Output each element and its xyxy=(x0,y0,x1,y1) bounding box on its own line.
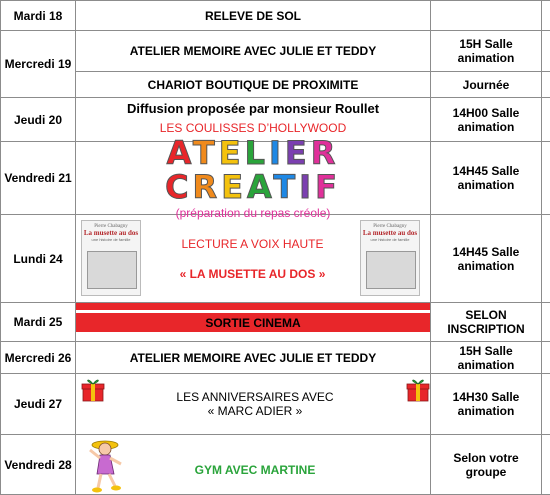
title-letter: R xyxy=(310,134,340,172)
activity-line: « MARC ADIER » xyxy=(207,404,303,418)
title-letter: I xyxy=(268,134,285,172)
info-cell: Selon votre groupe xyxy=(453,450,519,479)
title-letter: T xyxy=(273,168,300,206)
title-letter: C xyxy=(165,168,193,206)
activity-cell: ATELIER MEMOIRE AVEC JULIE ET TEDDY xyxy=(129,44,377,58)
book-photo xyxy=(366,251,416,289)
day-cell: Jeudi 27 xyxy=(13,397,63,411)
day-cell: Mercredi 26 xyxy=(4,350,72,365)
info-cell: 14H45 Salle animation xyxy=(452,164,520,192)
info-cell: 14H45 Salle animation xyxy=(452,244,520,273)
info-cell: 15H Salle animation xyxy=(457,37,515,65)
activity-cell: RELEVE DE SOL xyxy=(204,8,302,23)
activity-line: LES ANNIVERSAIRES AVEC xyxy=(176,390,334,404)
activity-cell xyxy=(76,134,430,220)
activity-cell: GYM AVEC MARTINE xyxy=(194,463,316,477)
book-subtitle: une histoire de famille xyxy=(370,237,410,242)
day-cell: Mardi 25 xyxy=(13,315,63,329)
red-band xyxy=(76,303,430,310)
book-cover-left xyxy=(81,220,141,296)
title-letter: L xyxy=(244,134,269,172)
activity-line: « LA MUSETTE AU DOS » xyxy=(179,266,326,281)
title-letter: A xyxy=(166,134,193,172)
activity-line: Diffusion proposée par monsieur Roullet xyxy=(126,100,380,116)
title-letter: T xyxy=(192,134,219,172)
atelier-creatif-title xyxy=(76,136,430,204)
title-letter: I xyxy=(299,168,316,206)
title-letter: E xyxy=(221,168,248,206)
activity-subtitle: (préparation du repas créole) xyxy=(175,206,331,220)
title-letter: E xyxy=(284,134,311,172)
book-title: La musette au dos xyxy=(362,229,418,237)
info-cell: 15H Salle animation xyxy=(457,343,515,372)
info-cell: SELON INSCRIPTION xyxy=(447,308,525,336)
activity-cell xyxy=(150,215,355,302)
title-letter: R xyxy=(192,168,222,206)
info-cell: 14H30 Salle animation xyxy=(452,390,520,418)
title-letter: E xyxy=(218,134,245,172)
gift-icon xyxy=(405,376,431,402)
day-cell: Vendredi 21 xyxy=(4,171,72,185)
title-letter: F xyxy=(315,168,341,206)
book-author: Pierre Chabagny xyxy=(94,224,128,229)
activity-cell xyxy=(110,374,400,434)
book-subtitle: une histoire de famille xyxy=(91,237,131,242)
activity-cell: CHARIOT BOUTIQUE DE PROXIMITE xyxy=(147,77,359,92)
day-cell: Mardi 18 xyxy=(13,8,63,23)
book-title: La musette au dos xyxy=(83,229,139,237)
activity-cell: SORTIE CINEMA xyxy=(205,315,301,330)
day-cell: Vendredi 28 xyxy=(4,457,72,472)
activity-cell: ATELIER MEMOIRE AVEC JULIE ET TEDDY xyxy=(129,350,377,365)
day-cell: Jeudi 20 xyxy=(13,112,63,127)
info-cell: 14H00 Salle animation xyxy=(452,105,520,134)
activity-line: LES COULISSES D’HOLLYWOOD xyxy=(159,120,347,135)
activity-line: LECTURE A VOIX HAUTE xyxy=(181,236,324,251)
table-border xyxy=(541,0,542,495)
gym-dancer-icon xyxy=(88,436,128,494)
info-cell: Journée xyxy=(462,77,510,92)
day-cell: Lundi 24 xyxy=(13,251,63,266)
title-letter: A xyxy=(247,168,274,206)
day-cell: Mercredi 19 xyxy=(4,57,72,71)
book-author: Pierre Chabagny xyxy=(373,224,407,229)
book-cover-right xyxy=(360,220,420,296)
book-photo xyxy=(87,251,137,289)
gift-icon xyxy=(80,376,106,402)
